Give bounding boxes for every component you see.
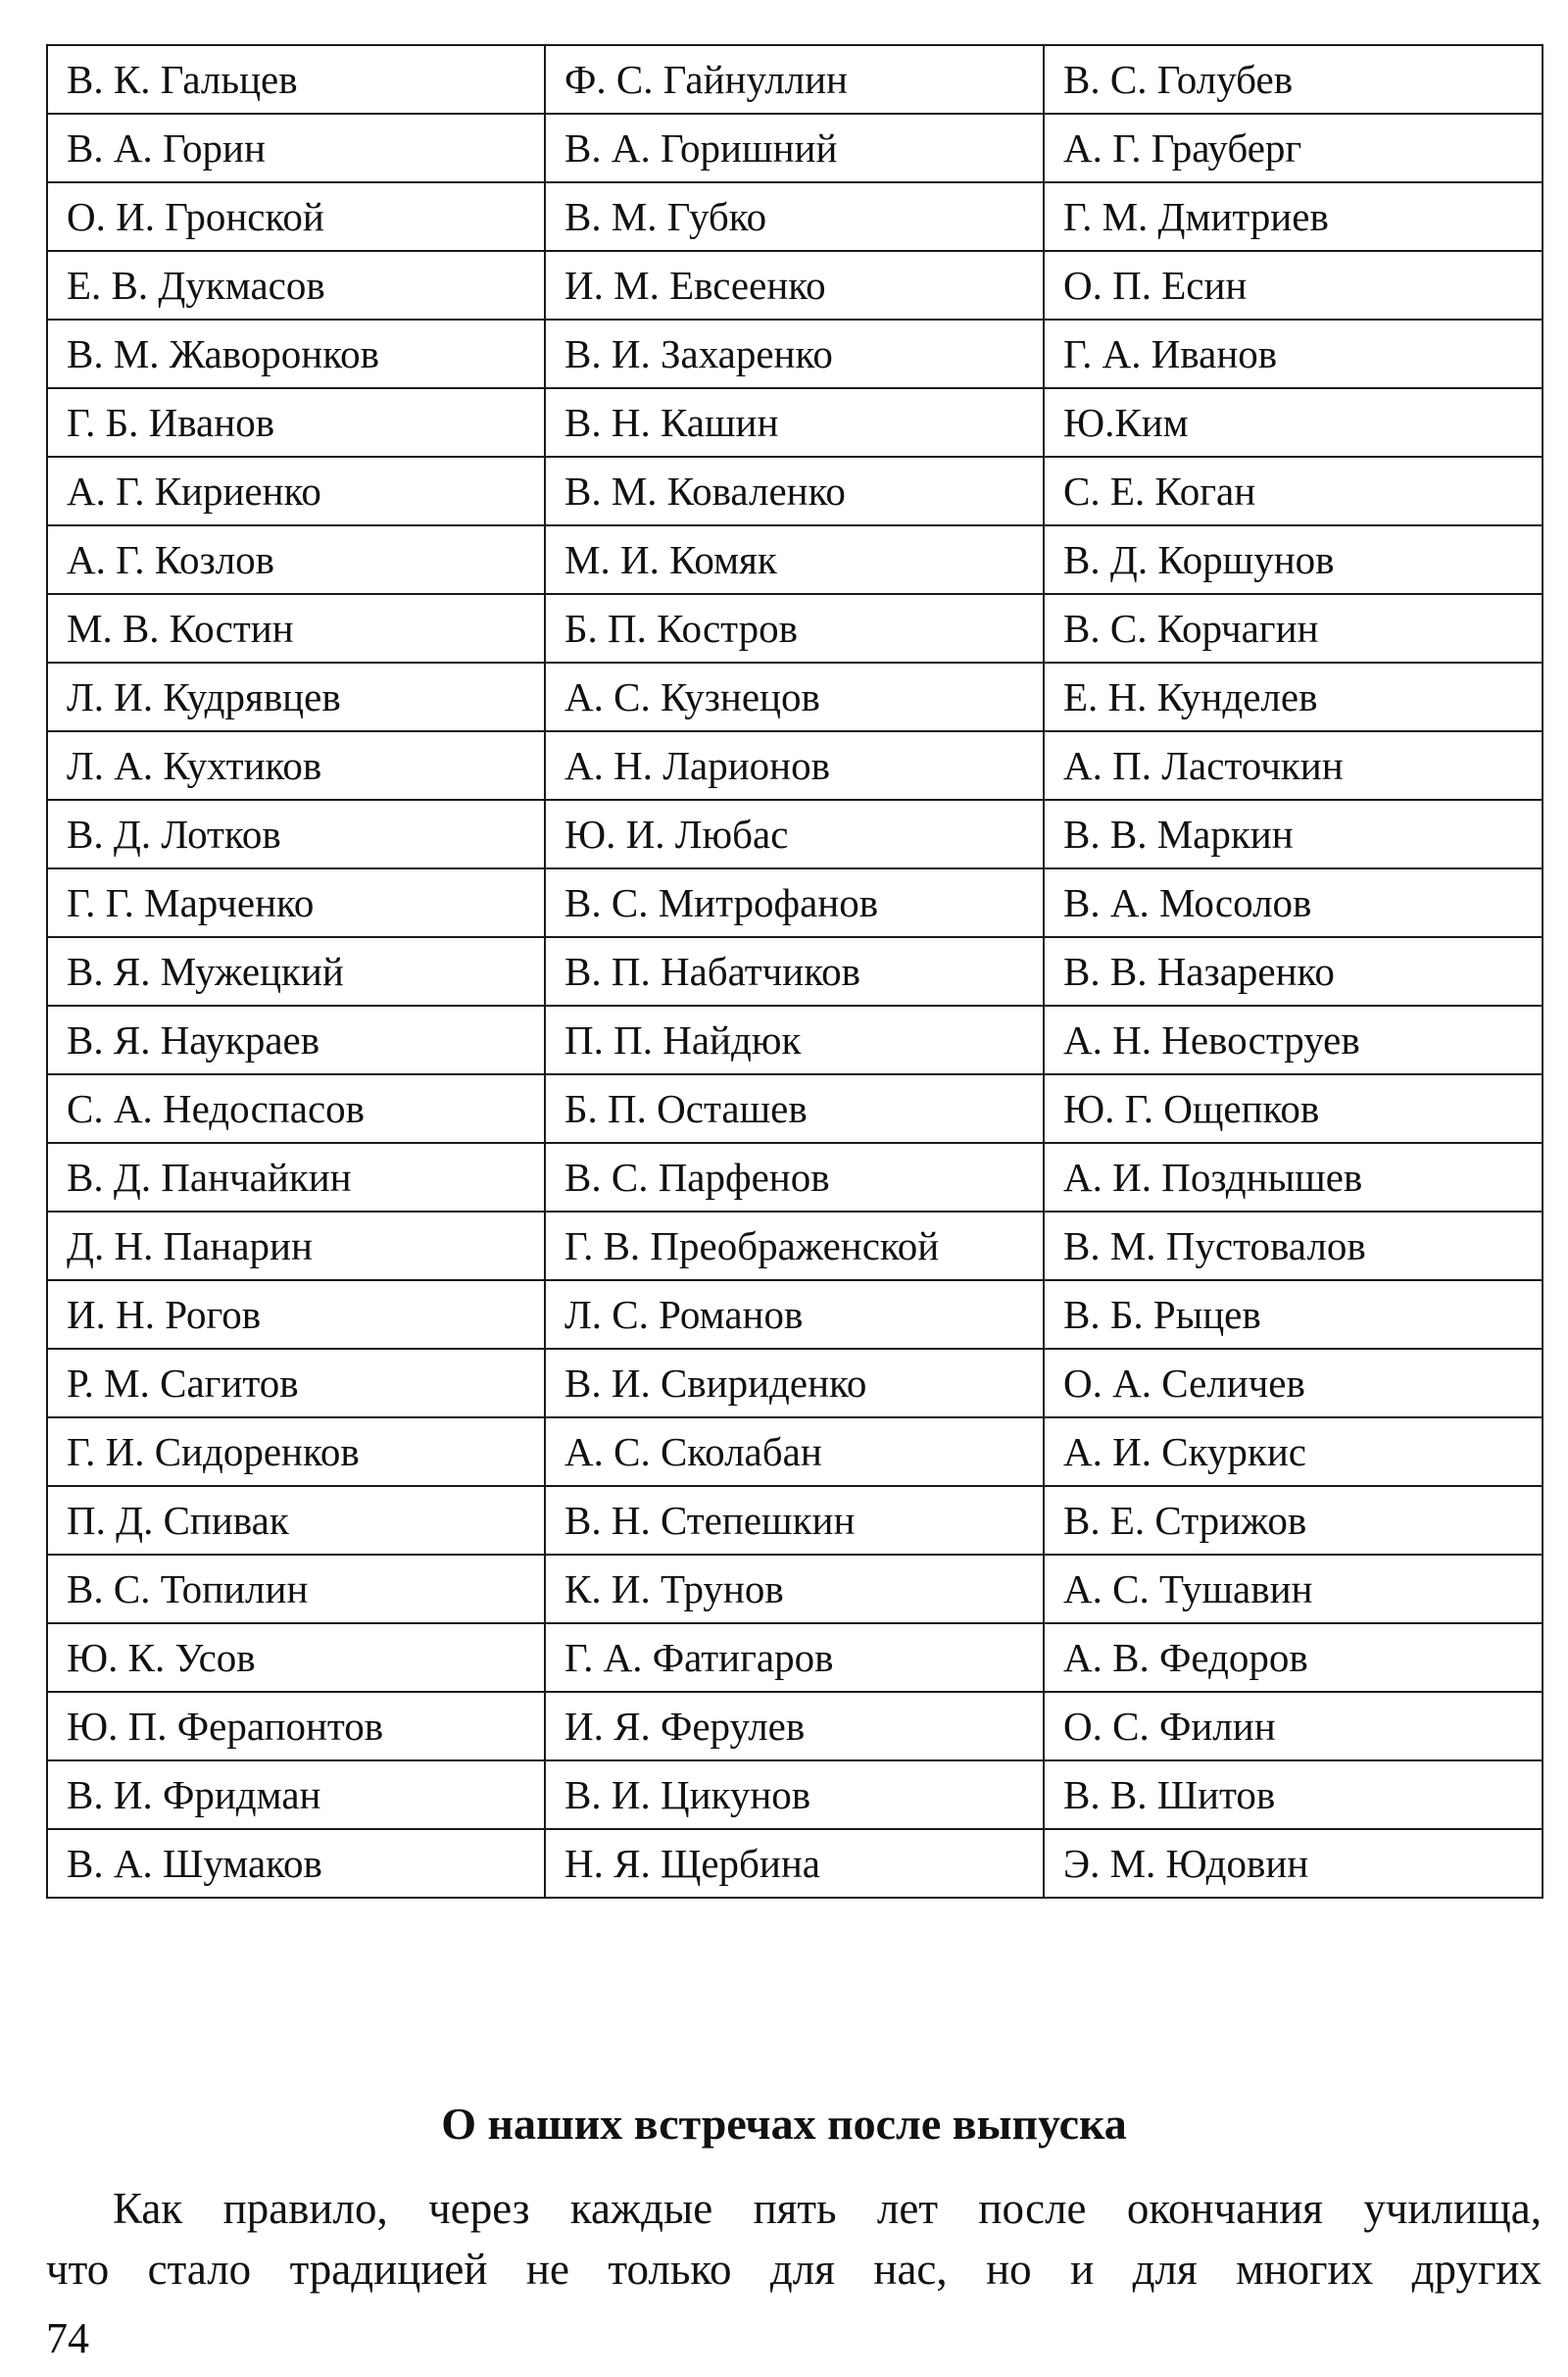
table-cell: В. В. Назаренко [1044,937,1543,1006]
table-row [47,1760,1543,1829]
table-cell: В. И. Захаренко [545,320,1044,388]
section-heading: О наших встречах после выпуска [441,2099,1127,2149]
table-cell: А. В. Федоров [1044,1623,1543,1692]
table-cell: В. Я. Мужецкий [47,937,545,1006]
table-cell: В. И. Цикунов [545,1760,1044,1829]
table-cell: Ю. К. Усов [47,1623,545,1692]
table-row [47,1074,1543,1143]
table-cell: О. П. Есин [1044,251,1543,320]
table-cell: В. Д. Коршунов [1044,525,1543,594]
table-cell: Ю.Ким [1044,388,1543,457]
table-row [47,114,1543,182]
table-cell: В. Б. Рыцев [1044,1280,1543,1349]
table-cell: В. П. Набатчиков [545,937,1044,1006]
table-cell: В. И. Фридман [47,1760,545,1829]
table-cell: Е. В. Дукмасов [47,251,545,320]
table-cell: Ю. И. Любас [545,800,1044,868]
table-row [47,1143,1543,1212]
table-cell: В. И. Свириденко [545,1349,1044,1417]
table-cell: Г. А. Иванов [1044,320,1543,388]
table-cell: В. М. Коваленко [545,457,1044,525]
table-row [47,45,1543,114]
table-cell: П. Д. Спивак [47,1486,545,1555]
table-cell: В. Д. Лотков [47,800,545,868]
table-cell: В. С. Топилин [47,1555,545,1623]
table-cell: А. Н. Ларионов [545,731,1044,800]
table-cell: А. Н. Невоструев [1044,1006,1543,1074]
table-cell: Н. Я. Щербина [545,1829,1044,1898]
table-cell: В. А. Горишний [545,114,1044,182]
table-row [47,1417,1543,1486]
table-cell: В. С. Митрофанов [545,868,1044,937]
names-table-body [47,45,1543,1898]
table-cell: И. М. Евсеенко [545,251,1044,320]
table-cell: В. Е. Стрижов [1044,1486,1543,1555]
table-cell: Б. П. Осташев [545,1074,1044,1143]
table-row [47,663,1543,731]
paragraph-line: Как правило, через каждые пять лет после окончания училища, [113,2184,1542,2233]
table-row [47,457,1543,525]
table-cell: В. Н. Кашин [545,388,1044,457]
table-cell: Л. А. Кухтиков [47,731,545,800]
table-cell: И. Я. Ферулев [545,1692,1044,1760]
table-row [47,1212,1543,1280]
table-cell: Э. М. Юдовин [1044,1829,1543,1898]
table-row [47,594,1543,663]
table-cell: Д. Н. Панарин [47,1212,545,1280]
table-row [47,182,1543,251]
table-cell: Е. Н. Кунделев [1044,663,1543,731]
table-row [47,1280,1543,1349]
table-cell: Ю. Г. Ощепков [1044,1074,1543,1143]
table-cell: С. А. Недоспасов [47,1074,545,1143]
table-row [47,525,1543,594]
table-row [47,1692,1543,1760]
table-cell: В. С. Парфенов [545,1143,1044,1212]
table-cell: В. М. Жаворонков [47,320,545,388]
table-cell: С. Е. Коган [1044,457,1543,525]
table-cell: Г. И. Сидоренков [47,1417,545,1486]
table-cell: Р. М. Сагитов [47,1349,545,1417]
table-cell: М. И. Комяк [545,525,1044,594]
table-cell: В. А. Горин [47,114,545,182]
table-cell: Б. П. Костров [545,594,1044,663]
table-cell: А. П. Ласточкин [1044,731,1543,800]
table-row [47,251,1543,320]
table-cell: А. С. Сколабан [545,1417,1044,1486]
table-cell: И. Н. Рогов [47,1280,545,1349]
table-row [47,731,1543,800]
table-cell: А. Г. Козлов [47,525,545,594]
table-cell: А. Г. Грауберг [1044,114,1543,182]
table-cell: К. И. Трунов [545,1555,1044,1623]
table-cell: Ф. С. Гайнуллин [545,45,1044,114]
table-cell: О. И. Гронской [47,182,545,251]
table-cell: В. М. Пустовалов [1044,1212,1543,1280]
table-cell: Л. И. Кудрявцев [47,663,545,731]
table-cell: В. С. Голубев [1044,45,1543,114]
table-cell: М. В. Костин [47,594,545,663]
table-cell: В. М. Губко [545,182,1044,251]
table-row [47,1555,1543,1623]
table-cell: П. П. Найдюк [545,1006,1044,1074]
paragraph-line: что стало традицией не только для нас, но и для многих других [46,2245,1542,2294]
table-cell: В. А. Мосолов [1044,868,1543,937]
table-cell: В. К. Гальцев [47,45,545,114]
table-row [47,1623,1543,1692]
table-cell: А. И. Позднышев [1044,1143,1543,1212]
table-cell: В. Я. Наукраев [47,1006,545,1074]
table-cell: В. С. Корчагин [1044,594,1543,663]
table-cell: В. А. Шумаков [47,1829,545,1898]
table-cell: В. Н. Степешкин [545,1486,1044,1555]
table-cell: О. А. Селичев [1044,1349,1543,1417]
table-row [47,868,1543,937]
table-cell: Ю. П. Ферапонтов [47,1692,545,1760]
table-row [47,800,1543,868]
table-cell: Г. Г. Марченко [47,868,545,937]
table-cell: Г. М. Дмитриев [1044,182,1543,251]
table-row [47,1349,1543,1417]
table-cell: В. В. Маркин [1044,800,1543,868]
table-row [47,388,1543,457]
table-cell: Г. А. Фатигаров [545,1623,1044,1692]
names-table [46,44,1544,1899]
table-cell: А. И. Скуркис [1044,1417,1543,1486]
table-cell: Л. С. Романов [545,1280,1044,1349]
table-cell: В. В. Шитов [1044,1760,1543,1829]
table-cell: А. С. Кузнецов [545,663,1044,731]
table-cell: А. С. Тушавин [1044,1555,1543,1623]
table-cell: А. Г. Кириенко [47,457,545,525]
table-cell: Г. В. Преображенской [545,1212,1044,1280]
table-cell: Г. Б. Иванов [47,388,545,457]
table-row [47,937,1543,1006]
table-cell: О. С. Филин [1044,1692,1543,1760]
table-row [47,1006,1543,1074]
table-row [47,1486,1543,1555]
table-row [47,320,1543,388]
page-number: 74 [46,2314,89,2362]
table-cell: В. Д. Панчайкин [47,1143,545,1212]
table-row [47,1829,1543,1898]
body-paragraph [46,2178,1542,2300]
